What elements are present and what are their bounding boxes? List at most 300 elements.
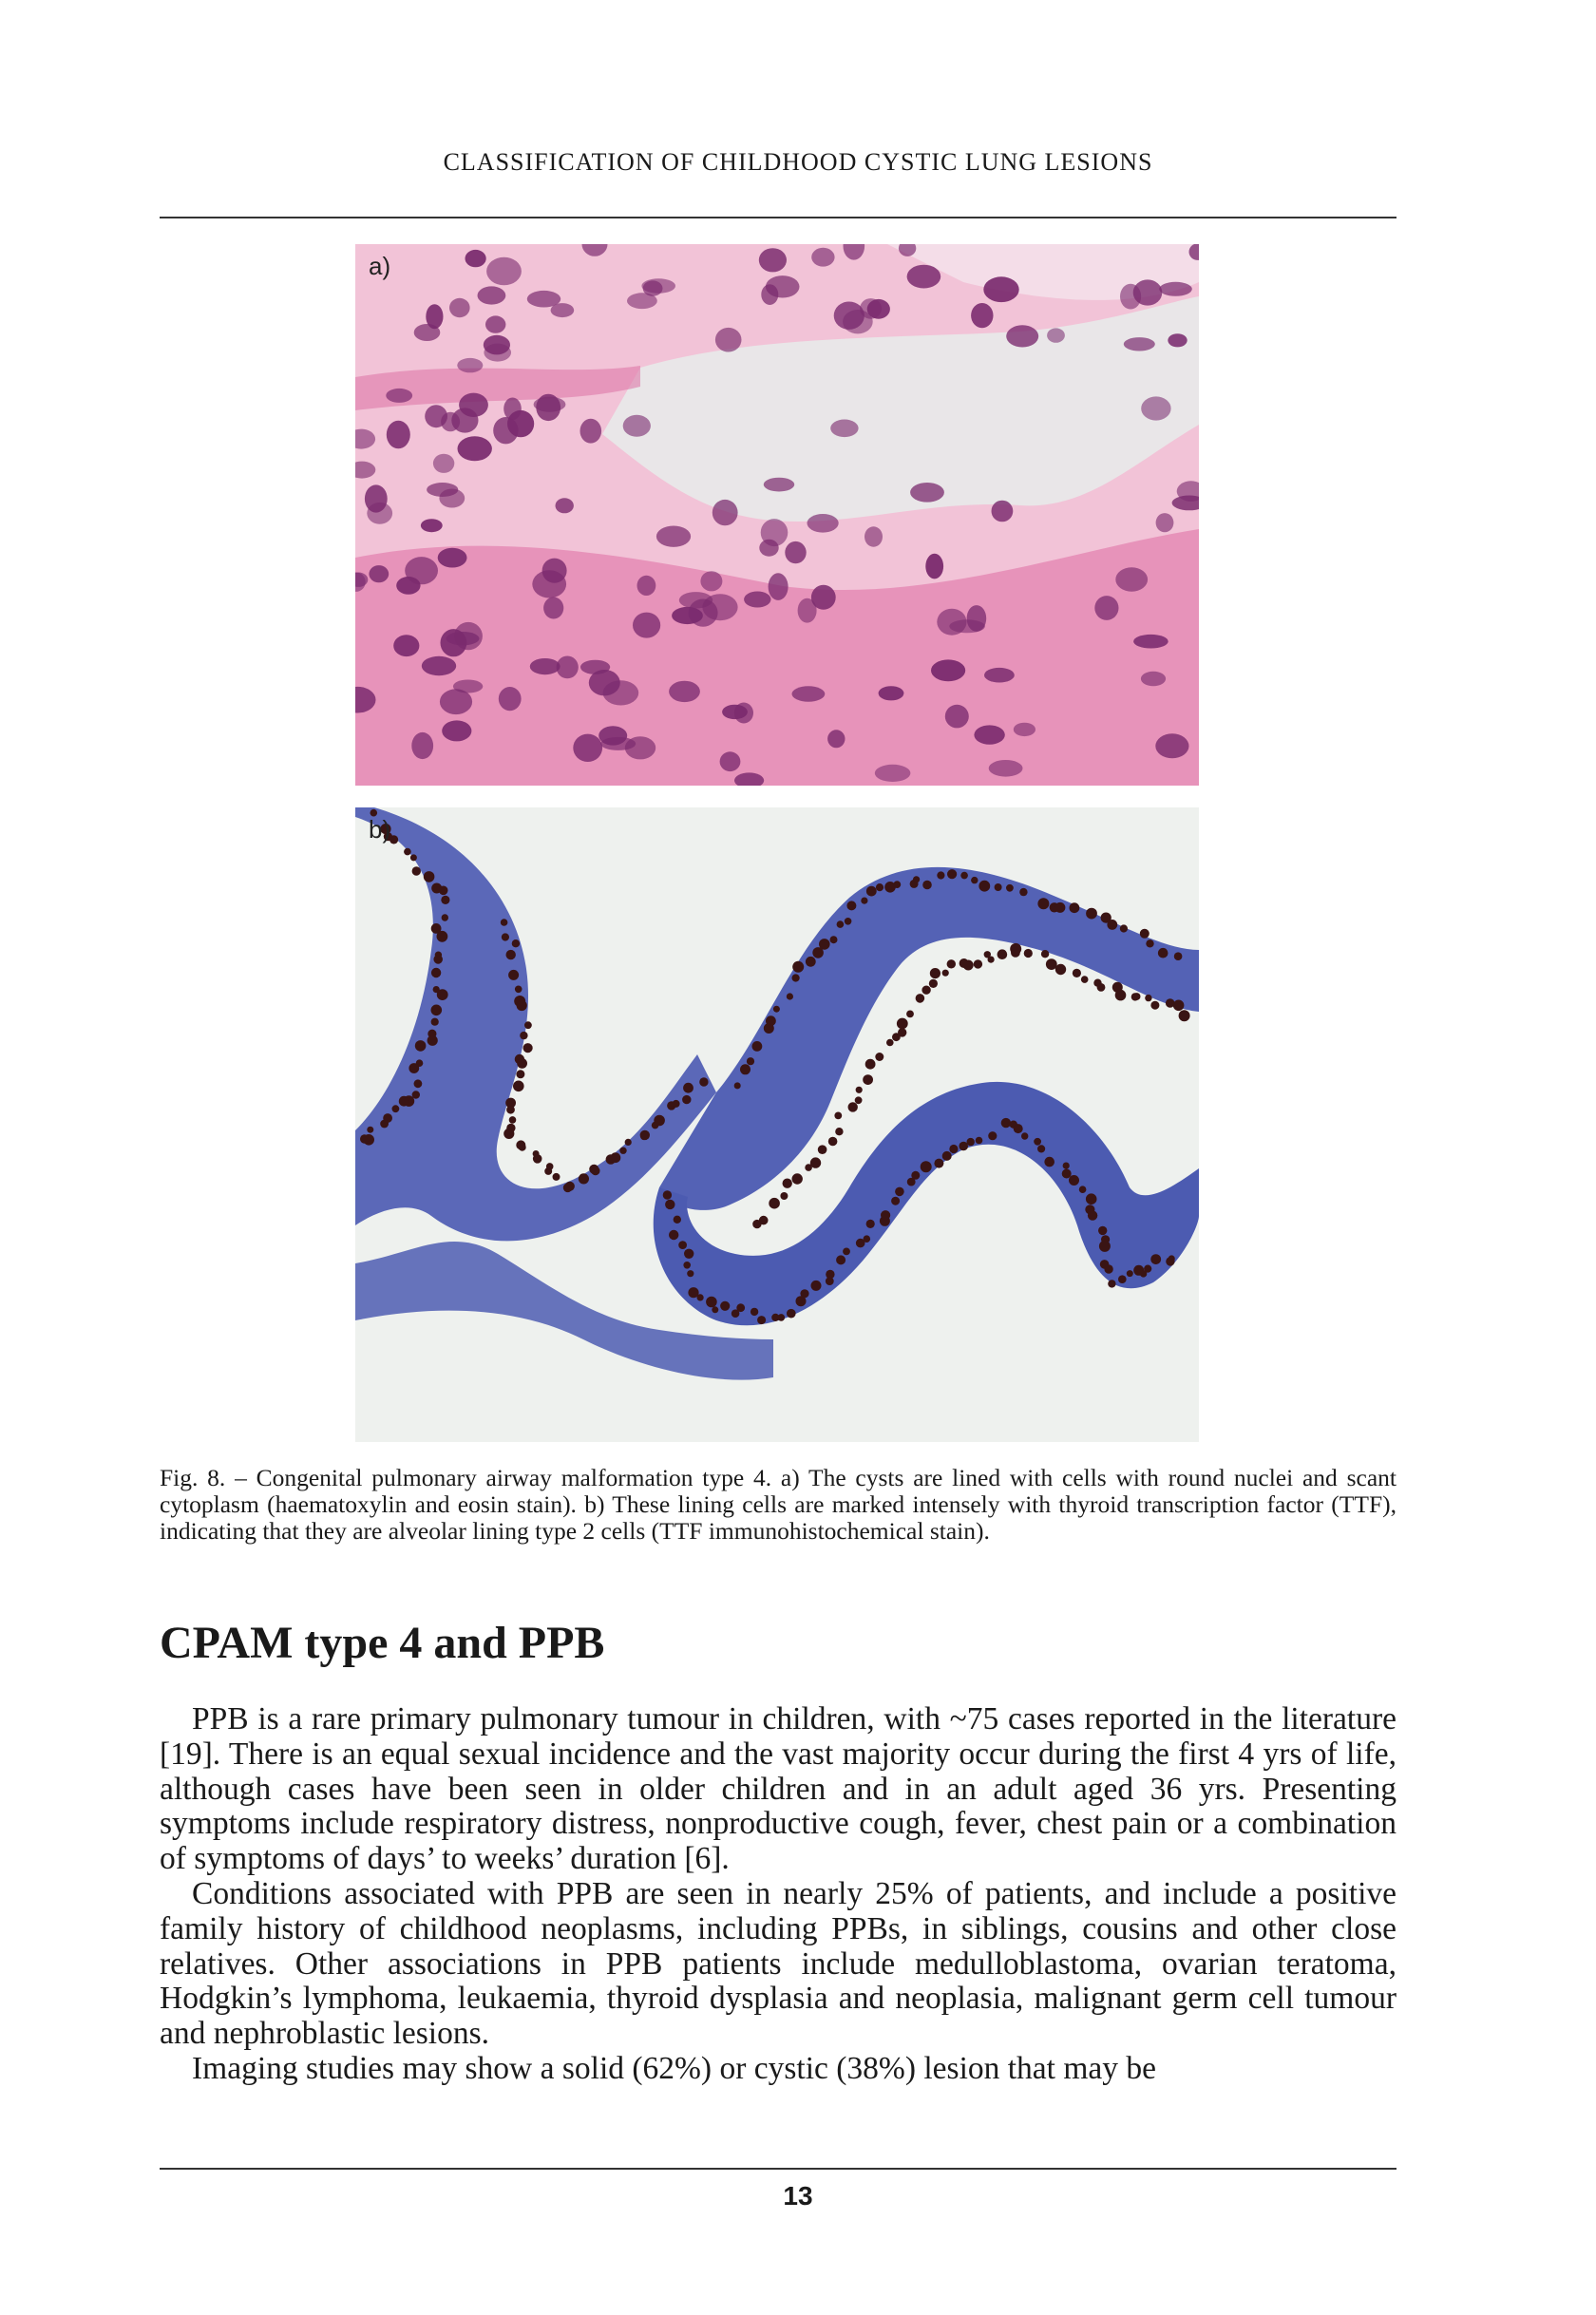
ttf-positive-nucleus xyxy=(929,979,938,988)
ttf-positive-nucleus xyxy=(392,1105,400,1112)
nucleus xyxy=(764,478,794,492)
nucleus xyxy=(527,291,560,308)
ttf-positive-nucleus xyxy=(988,1131,997,1140)
nucleus xyxy=(1159,282,1192,296)
ttf-micrograph xyxy=(355,807,1199,1442)
nucleus xyxy=(785,541,806,563)
ttf-positive-nucleus xyxy=(1081,976,1089,983)
nucleus xyxy=(769,573,788,600)
ttf-positive-nucleus xyxy=(949,1145,958,1153)
nucleus xyxy=(830,420,858,438)
nucleus xyxy=(992,501,1014,522)
nucleus xyxy=(672,607,703,624)
ttf-positive-nucleus xyxy=(674,1216,681,1224)
ttf-positive-nucleus xyxy=(720,1301,730,1311)
ttf-positive-nucleus xyxy=(898,1028,906,1036)
ttf-positive-nucleus xyxy=(1037,1145,1045,1152)
ttf-positive-nucleus xyxy=(947,869,957,879)
ttf-positive-nucleus xyxy=(845,918,852,925)
ttf-positive-nucleus xyxy=(1097,983,1106,992)
ttf-positive-nucleus xyxy=(974,959,982,968)
ttf-positive-nucleus xyxy=(759,1216,769,1225)
ttf-positive-nucleus xyxy=(360,1134,369,1143)
ttf-positive-nucleus xyxy=(404,848,411,856)
ttf-positive-nucleus xyxy=(897,1018,908,1030)
nucleus xyxy=(556,498,574,513)
ttf-positive-nucleus xyxy=(619,1148,626,1154)
nucleus xyxy=(827,730,845,748)
ttf-positive-nucleus xyxy=(611,1152,621,1163)
ttf-positive-nucleus xyxy=(846,901,856,910)
nucleus xyxy=(910,483,944,503)
nucleus xyxy=(1006,325,1038,347)
ttf-positive-nucleus xyxy=(792,974,800,981)
ttf-positive-nucleus xyxy=(654,1115,665,1127)
ttf-positive-nucleus xyxy=(911,1171,920,1180)
ttf-positive-nucleus xyxy=(699,1077,708,1086)
nucleus xyxy=(679,592,712,608)
nucleus xyxy=(700,571,722,591)
ttf-positive-nucleus xyxy=(1044,1157,1054,1167)
ttf-positive-nucleus xyxy=(712,1306,718,1313)
ttf-positive-nucleus xyxy=(978,881,990,892)
ttf-positive-nucleus xyxy=(930,968,940,978)
nucleus xyxy=(365,484,388,512)
ttf-positive-nucleus xyxy=(1173,1000,1185,1012)
nucleus xyxy=(875,765,911,782)
ttf-positive-nucleus xyxy=(1140,929,1150,939)
nucleus xyxy=(798,598,817,623)
ttf-positive-nucleus xyxy=(1108,1280,1115,1287)
ttf-positive-nucleus xyxy=(942,970,949,977)
ttf-positive-nucleus xyxy=(1070,902,1080,913)
ttf-positive-nucleus xyxy=(747,1057,754,1065)
ttf-positive-nucleus xyxy=(855,1096,863,1104)
ttf-positive-nucleus xyxy=(673,1100,680,1108)
ttf-positive-nucleus xyxy=(523,1043,533,1053)
ttf-positive-nucleus xyxy=(410,854,417,861)
paragraph: Conditions associated with PPB are seen in nearly 25% of patients, and include a positive family history of childhood neoplasms, including PPBs, in siblings, cousins and other close relatives. Other associations in PPB patients include medulloblastoma, ovarian teratoma, Hodgkin’s lymphoma, leukaemia, thyroid dysplasia and neoplasia, malignant germ cell tumour and nephroblastic lesions. xyxy=(160,1875,1396,2052)
ttf-positive-nucleus xyxy=(439,886,448,896)
ttf-positive-nucleus xyxy=(891,1197,900,1205)
ttf-positive-nucleus xyxy=(441,896,449,904)
ttf-positive-nucleus xyxy=(415,1040,427,1052)
ttf-positive-nucleus xyxy=(893,881,901,888)
nucleus xyxy=(543,598,563,619)
nucleus xyxy=(627,293,657,309)
ttf-positive-nucleus xyxy=(864,1235,871,1243)
ttf-positive-nucleus xyxy=(895,1187,904,1197)
nucleus xyxy=(744,592,770,608)
nucleus xyxy=(484,335,510,355)
ttf-positive-nucleus xyxy=(863,1074,873,1085)
nucleus xyxy=(433,454,454,473)
ttf-positive-nucleus xyxy=(818,1145,827,1154)
nucleus xyxy=(405,557,438,584)
ttf-positive-nucleus xyxy=(544,1167,552,1175)
ttf-positive-nucleus xyxy=(865,1059,876,1070)
nucleus xyxy=(478,286,506,304)
nucleus xyxy=(580,419,602,444)
ttf-positive-nucleus xyxy=(967,1138,975,1146)
nucleus xyxy=(411,732,433,759)
ttf-positive-nucleus xyxy=(553,1173,560,1181)
ttf-positive-nucleus xyxy=(913,876,920,882)
ttf-positive-nucleus xyxy=(1010,943,1021,955)
nucleus xyxy=(458,436,492,461)
ttf-positive-nucleus xyxy=(684,1249,694,1259)
ttf-positive-nucleus xyxy=(591,1167,599,1175)
ttf-positive-nucleus xyxy=(787,993,793,999)
ttf-positive-nucleus xyxy=(835,1128,843,1135)
nucleus xyxy=(439,489,465,508)
ttf-positive-nucleus xyxy=(682,1095,691,1104)
nucleus xyxy=(1168,333,1187,347)
ttf-positive-nucleus xyxy=(399,1096,409,1107)
ttf-positive-nucleus xyxy=(506,1106,515,1114)
nucleus xyxy=(442,720,471,741)
ttf-positive-nucleus xyxy=(512,939,520,947)
ttf-positive-nucleus xyxy=(1099,1241,1111,1252)
nucleus xyxy=(485,315,505,332)
ttf-positive-nucleus xyxy=(1150,1001,1159,1010)
ttf-positive-nucleus xyxy=(1115,990,1127,1001)
ttf-positive-nucleus xyxy=(886,1039,894,1047)
nucleus xyxy=(449,298,470,317)
nucleus xyxy=(507,410,534,437)
paragraph: PPB is a rare primary pulmonary tumour in children, with ~75 cases reported in the literature [19]. There is an equal sexual incidence and the vast majority occur during the first 4 yrs of life, although cases have been seen in older children and in an adult aged 36 yrs. Presenting symptoms include respiratory distress, nonproductive cough, fever, chest pain or a combination of symptoms of days’ to weeks’ duration [6]. xyxy=(160,1701,1396,1877)
ttf-positive-nucleus xyxy=(830,936,838,943)
ttf-positive-nucleus xyxy=(792,961,804,973)
ttf-positive-nucleus xyxy=(1034,1138,1041,1146)
ttf-positive-nucleus xyxy=(1098,1226,1107,1235)
ttf-positive-nucleus xyxy=(1174,952,1183,960)
nucleus xyxy=(971,303,993,328)
ttf-positive-nucleus xyxy=(442,914,448,920)
nucleus xyxy=(1133,279,1163,305)
ttf-positive-nucleus xyxy=(1063,1163,1070,1169)
nucleus xyxy=(530,658,560,674)
nucleus xyxy=(989,760,1023,777)
nucleus xyxy=(967,605,987,632)
nucleus xyxy=(669,681,700,702)
ttf-positive-nucleus xyxy=(810,1157,821,1167)
nucleus xyxy=(637,576,656,596)
ttf-positive-nucleus xyxy=(1144,1265,1151,1273)
ttf-positive-nucleus xyxy=(734,1082,741,1089)
nucleus xyxy=(984,668,1015,683)
ttf-positive-nucleus xyxy=(971,877,978,883)
ttf-positive-nucleus xyxy=(508,970,519,980)
ttf-positive-nucleus xyxy=(783,1179,792,1188)
ttf-positive-nucleus xyxy=(780,1192,788,1200)
footer-rule xyxy=(160,2168,1396,2170)
nucleus xyxy=(715,328,742,352)
nucleus xyxy=(1047,328,1065,342)
ttf-positive-nucleus xyxy=(1054,902,1065,913)
ttf-positive-nucleus xyxy=(866,886,877,897)
ttf-positive-nucleus xyxy=(834,1112,842,1120)
ttf-positive-nucleus xyxy=(916,994,925,1003)
ttf-positive-nucleus xyxy=(515,986,522,994)
nucleus xyxy=(589,670,620,695)
nucleus xyxy=(1141,396,1170,420)
ttf-positive-nucleus xyxy=(517,1000,527,1011)
ttf-positive-nucleus xyxy=(921,1161,932,1172)
ttf-positive-nucleus xyxy=(1120,924,1128,932)
nucleus xyxy=(600,737,636,750)
ttf-positive-nucleus xyxy=(506,950,516,959)
ttf-positive-nucleus xyxy=(1073,969,1081,977)
ttf-positive-nucleus xyxy=(687,1270,694,1277)
ttf-positive-nucleus xyxy=(811,1281,822,1291)
panel-a-label: a) xyxy=(369,252,391,280)
ttf-positive-nucleus xyxy=(501,919,508,926)
ttf-positive-nucleus xyxy=(1062,1169,1072,1179)
nucleus xyxy=(421,519,443,532)
ttf-positive-nucleus xyxy=(766,1015,776,1026)
ttf-positive-nucleus xyxy=(837,920,845,928)
ttf-positive-nucleus xyxy=(778,1314,786,1321)
ttf-positive-nucleus xyxy=(1001,1118,1011,1128)
nucleus xyxy=(453,680,483,693)
header-rule xyxy=(160,217,1396,218)
ttf-positive-nucleus xyxy=(1041,950,1049,958)
ttf-positive-nucleus xyxy=(773,1006,780,1013)
ttf-positive-nucleus xyxy=(1019,888,1027,896)
ttf-positive-nucleus xyxy=(504,1129,514,1139)
ttf-positive-nucleus xyxy=(963,960,974,971)
ttf-positive-nucleus xyxy=(934,1159,943,1168)
ttf-positive-nucleus xyxy=(697,1294,704,1300)
ttf-positive-nucleus xyxy=(1086,1193,1097,1205)
ttf-positive-nucleus xyxy=(988,957,995,963)
ttf-positive-nucleus xyxy=(431,1018,439,1026)
nucleus xyxy=(1014,723,1036,736)
nucleus xyxy=(422,656,456,675)
panel-b-label: b) xyxy=(369,815,391,844)
ttf-positive-nucleus xyxy=(937,871,944,879)
ttf-positive-nucleus xyxy=(1088,1210,1097,1220)
ttf-positive-nucleus xyxy=(922,881,932,890)
nucleus xyxy=(925,554,943,579)
nucleus xyxy=(486,257,522,286)
ttf-positive-nucleus xyxy=(995,883,1002,891)
ttf-positive-nucleus xyxy=(792,1173,803,1184)
ttf-positive-nucleus xyxy=(922,986,930,995)
he-micrograph xyxy=(355,244,1199,786)
ttf-positive-nucleus xyxy=(740,1064,750,1074)
ttf-positive-nucleus xyxy=(836,1255,846,1264)
ttf-positive-nucleus xyxy=(1107,920,1117,930)
ttf-positive-nucleus xyxy=(513,1081,524,1092)
nucleus xyxy=(438,548,467,568)
ttf-positive-nucleus xyxy=(800,1289,808,1298)
ttf-positive-nucleus xyxy=(509,1116,517,1124)
section-heading: CPAM type 4 and PPB xyxy=(160,1618,605,1668)
ttf-positive-nucleus xyxy=(1024,949,1033,958)
ttf-positive-nucleus xyxy=(678,1241,687,1249)
ttf-positive-nucleus xyxy=(433,955,443,964)
nucleus xyxy=(1094,596,1118,620)
nucleus xyxy=(426,304,443,329)
nucleus xyxy=(792,686,826,701)
nucleus xyxy=(759,248,787,272)
ttf-positive-nucleus xyxy=(942,1151,952,1161)
ttf-positive-nucleus xyxy=(412,866,421,875)
ttf-positive-nucleus xyxy=(1146,939,1153,947)
ttf-positive-nucleus xyxy=(520,1032,527,1039)
ttf-positive-nucleus xyxy=(579,1173,589,1184)
nucleus xyxy=(369,565,389,582)
figure-panel-b xyxy=(355,807,1199,1442)
ttf-positive-nucleus xyxy=(1150,1254,1161,1264)
nucleus xyxy=(459,393,488,417)
ttf-positive-nucleus xyxy=(1046,958,1057,970)
nucleus xyxy=(1133,635,1168,649)
paragraph: Imaging studies may show a solid (62%) or cystic (38%) lesion that may be xyxy=(192,2050,1157,2086)
page-number: 13 xyxy=(783,2181,813,2211)
ttf-positive-nucleus xyxy=(856,1087,863,1093)
ttf-positive-nucleus xyxy=(826,1270,834,1279)
nucleus xyxy=(945,705,969,729)
nucleus xyxy=(532,570,566,598)
nucleus xyxy=(573,734,602,762)
ttf-positive-nucleus xyxy=(750,1308,758,1316)
ttf-positive-nucleus xyxy=(960,872,968,880)
nucleus xyxy=(633,613,660,638)
ttf-positive-nucleus xyxy=(1021,1132,1028,1139)
caption-text: Fig. 8. – Congenital pulmonary airway malformation type 4. a) The cysts are lined with cells with round nuclei and scant cytoplasm (haematoxylin and eosin stain). b) These lining cells are marked intensely with thyroid transcription factor (TTF), indicating that they are alveolar lining type 2 cells (TTF immunohistochemical stain). xyxy=(160,1464,1396,1545)
nucleus xyxy=(907,265,941,289)
ttf-positive-nucleus xyxy=(519,1144,526,1151)
nucleus xyxy=(466,250,486,267)
ttf-positive-nucleus xyxy=(431,1005,443,1016)
running-title: CLASSIFICATION OF CHILDHOOD CYSTIC LUNG LESIONS xyxy=(443,148,1153,176)
ttf-positive-nucleus xyxy=(1104,1264,1112,1273)
ttf-positive-nucleus xyxy=(843,1248,850,1256)
nucleus xyxy=(1141,672,1166,686)
ttf-positive-nucleus xyxy=(431,968,441,977)
ttf-positive-nucleus xyxy=(1179,1010,1190,1021)
ttf-positive-nucleus xyxy=(408,1063,419,1073)
ttf-positive-nucleus xyxy=(1166,1257,1174,1265)
ttf-positive-nucleus xyxy=(998,949,1008,959)
ttf-positive-nucleus xyxy=(1118,1275,1127,1283)
ttf-positive-nucleus xyxy=(906,1011,914,1018)
nucleus xyxy=(879,686,904,700)
ttf-positive-nucleus xyxy=(683,1083,694,1093)
ttf-positive-nucleus xyxy=(706,1297,717,1308)
nucleus xyxy=(386,389,412,403)
ttf-positive-nucleus xyxy=(875,1053,884,1061)
ttf-positive-nucleus xyxy=(787,1309,796,1319)
nucleus xyxy=(425,405,447,427)
ttf-positive-nucleus xyxy=(769,1198,780,1209)
ttf-positive-nucleus xyxy=(1055,964,1066,975)
nucleus xyxy=(931,659,965,681)
nucleus xyxy=(441,629,467,656)
ttf-positive-nucleus xyxy=(861,898,867,904)
ttf-positive-nucleus xyxy=(1037,898,1049,909)
ttf-positive-nucleus xyxy=(1127,1270,1133,1277)
nucleus xyxy=(974,725,1004,744)
nucleus xyxy=(536,394,560,421)
ttf-positive-nucleus xyxy=(516,1070,524,1078)
nucleus xyxy=(457,358,483,372)
nucleus xyxy=(808,514,839,533)
ttf-positive-nucleus xyxy=(1069,1175,1079,1186)
ttf-positive-nucleus xyxy=(1133,993,1141,1000)
ttf-positive-nucleus xyxy=(881,1210,890,1220)
ttf-positive-nucleus xyxy=(367,1127,373,1133)
nucleus xyxy=(656,526,691,547)
ttf-positive-nucleus xyxy=(380,1120,389,1129)
ttf-positive-nucleus xyxy=(806,957,816,967)
ttf-positive-nucleus xyxy=(947,959,956,968)
ttf-positive-nucleus xyxy=(640,1130,650,1140)
ttf-positive-nucleus xyxy=(848,1102,858,1111)
nucleus xyxy=(393,635,419,656)
nucleus xyxy=(499,687,522,711)
ttf-positive-nucleus xyxy=(437,931,448,942)
ttf-positive-nucleus xyxy=(424,871,435,882)
section-body xyxy=(160,1702,1396,2087)
ttf-positive-nucleus xyxy=(736,1303,745,1312)
ttf-positive-nucleus xyxy=(976,1137,983,1145)
ttf-positive-nucleus xyxy=(959,1142,968,1151)
ttf-positive-nucleus xyxy=(866,1220,875,1228)
ttf-positive-nucleus xyxy=(752,1041,763,1052)
ttf-positive-nucleus xyxy=(517,1058,527,1069)
nucleus xyxy=(761,519,788,546)
ttf-positive-nucleus xyxy=(414,1079,423,1088)
ttf-positive-nucleus xyxy=(757,1316,766,1324)
ttf-positive-nucleus xyxy=(1145,995,1151,1001)
ttf-positive-nucleus xyxy=(1079,1186,1087,1193)
ttf-positive-nucleus xyxy=(524,1021,532,1029)
ttf-positive-nucleus xyxy=(533,1154,542,1164)
nucleus xyxy=(1115,567,1148,591)
nucleus xyxy=(720,751,741,771)
nucleus xyxy=(1156,513,1174,532)
ttf-positive-nucleus xyxy=(663,1190,672,1199)
ttf-positive-nucleus xyxy=(1014,1124,1023,1133)
nucleus xyxy=(734,703,753,724)
figure-caption xyxy=(160,1465,1396,1545)
ttf-positive-nucleus xyxy=(428,1035,438,1046)
nucleus xyxy=(387,421,410,449)
figure-panel-a xyxy=(355,244,1199,786)
ttf-positive-nucleus xyxy=(819,939,830,950)
ttf-positive-nucleus xyxy=(669,1230,678,1240)
ttf-positive-nucleus xyxy=(828,1137,838,1147)
ttf-positive-nucleus xyxy=(1086,908,1097,920)
ttf-positive-nucleus xyxy=(565,1182,575,1191)
ttf-positive-nucleus xyxy=(437,989,448,1000)
ttf-positive-nucleus xyxy=(390,835,398,844)
ttf-positive-nucleus xyxy=(683,1262,691,1269)
nucleus xyxy=(1124,337,1155,351)
nucleus xyxy=(712,500,738,525)
ttf-positive-nucleus xyxy=(1158,948,1168,958)
nucleus xyxy=(811,248,834,267)
nucleus xyxy=(983,276,1018,302)
nucleus xyxy=(1155,733,1188,758)
nucleus xyxy=(864,526,883,546)
nucleus xyxy=(623,415,651,437)
nucleus xyxy=(761,284,778,305)
